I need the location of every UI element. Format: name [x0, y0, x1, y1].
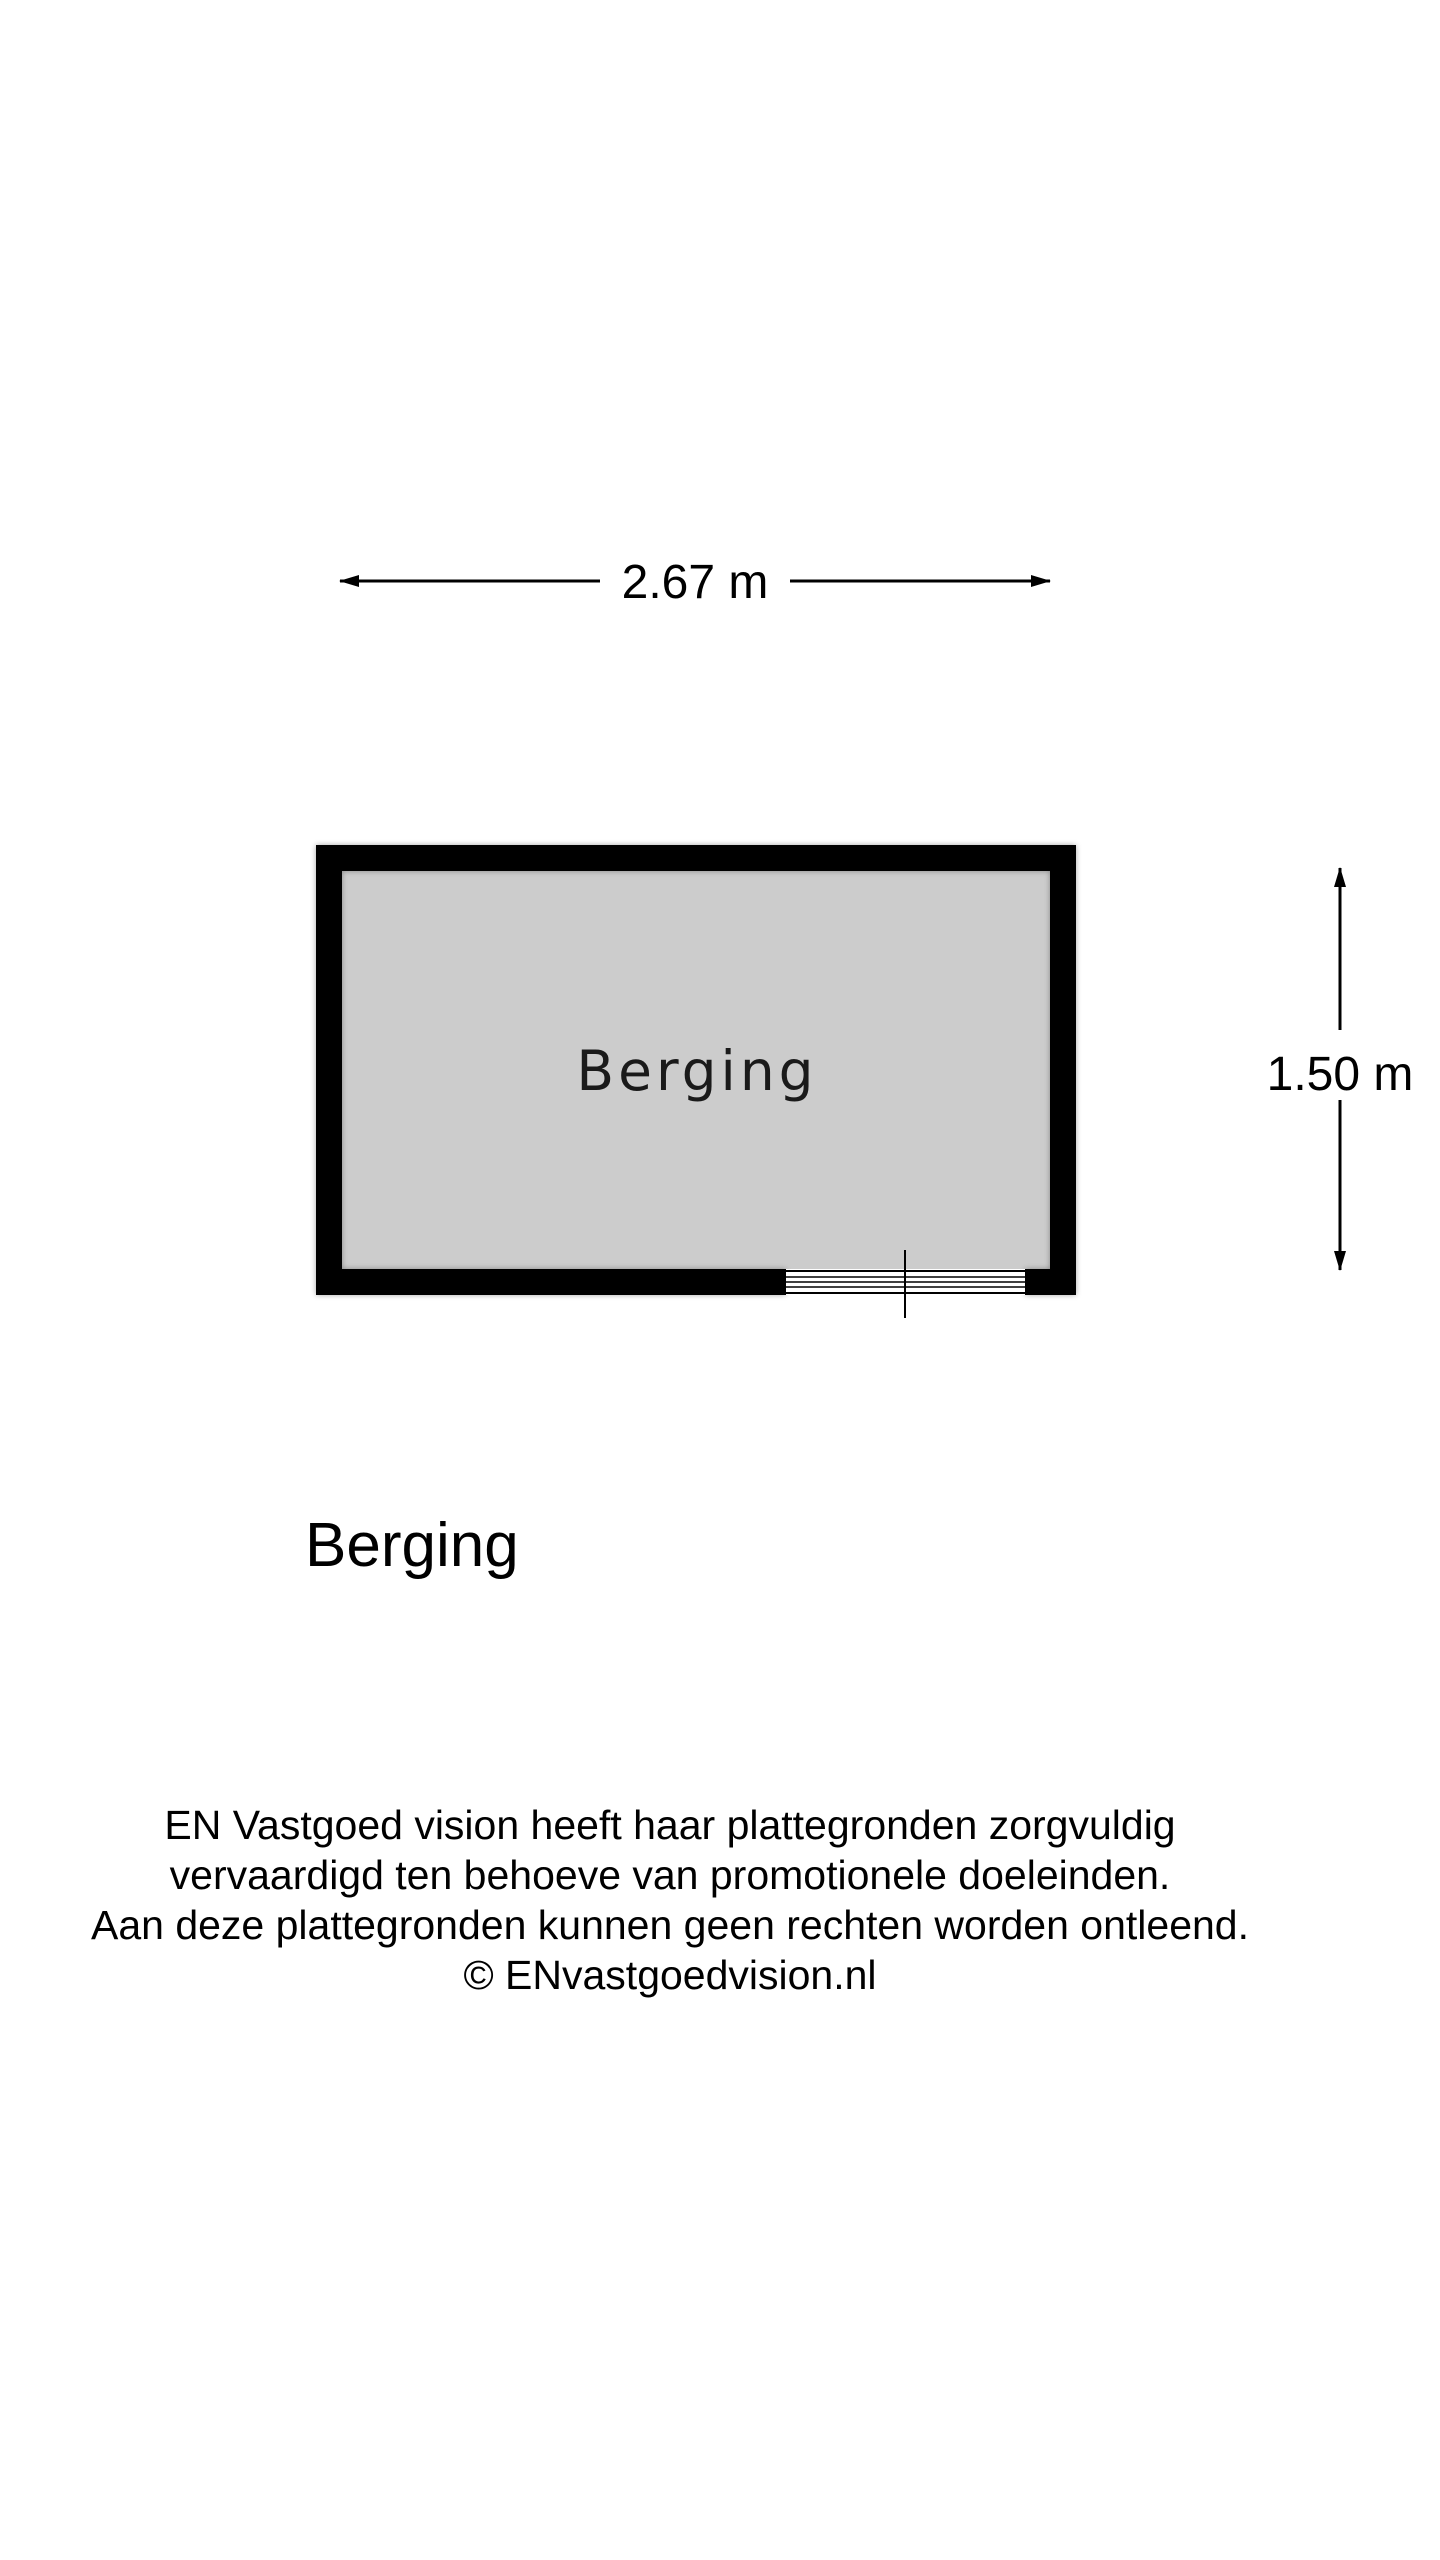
wall-bottom-right	[1025, 1269, 1076, 1295]
disclaimer-line: Aan deze plattegronden kunnen geen rechten worden ontleend.	[90, 1902, 1249, 1948]
wall-right	[1050, 845, 1076, 1295]
height-dimension	[1267, 868, 1414, 1270]
height-label: 1.50 m	[1266, 1048, 1414, 1101]
room-label: Berging	[576, 1039, 818, 1103]
disclaimer-line: vervaardigd ten behoeve van promotionele doeleinden.	[169, 1852, 1171, 1898]
copyright-line: © ENvastgoedvision.nl	[463, 1952, 877, 1998]
disclaimer	[0, 1800, 1340, 2000]
width-label: 2.67 m	[621, 556, 769, 609]
wall-top	[316, 845, 1076, 871]
floor-title: Berging	[305, 1511, 519, 1580]
wall-left	[316, 845, 342, 1295]
wall-bottom-left	[316, 1269, 786, 1295]
room-berging	[316, 845, 1076, 1318]
disclaimer-line: EN Vastgoed vision heeft haar plattegronden zorgvuldig	[164, 1802, 1176, 1848]
width-dimension	[340, 556, 1050, 609]
